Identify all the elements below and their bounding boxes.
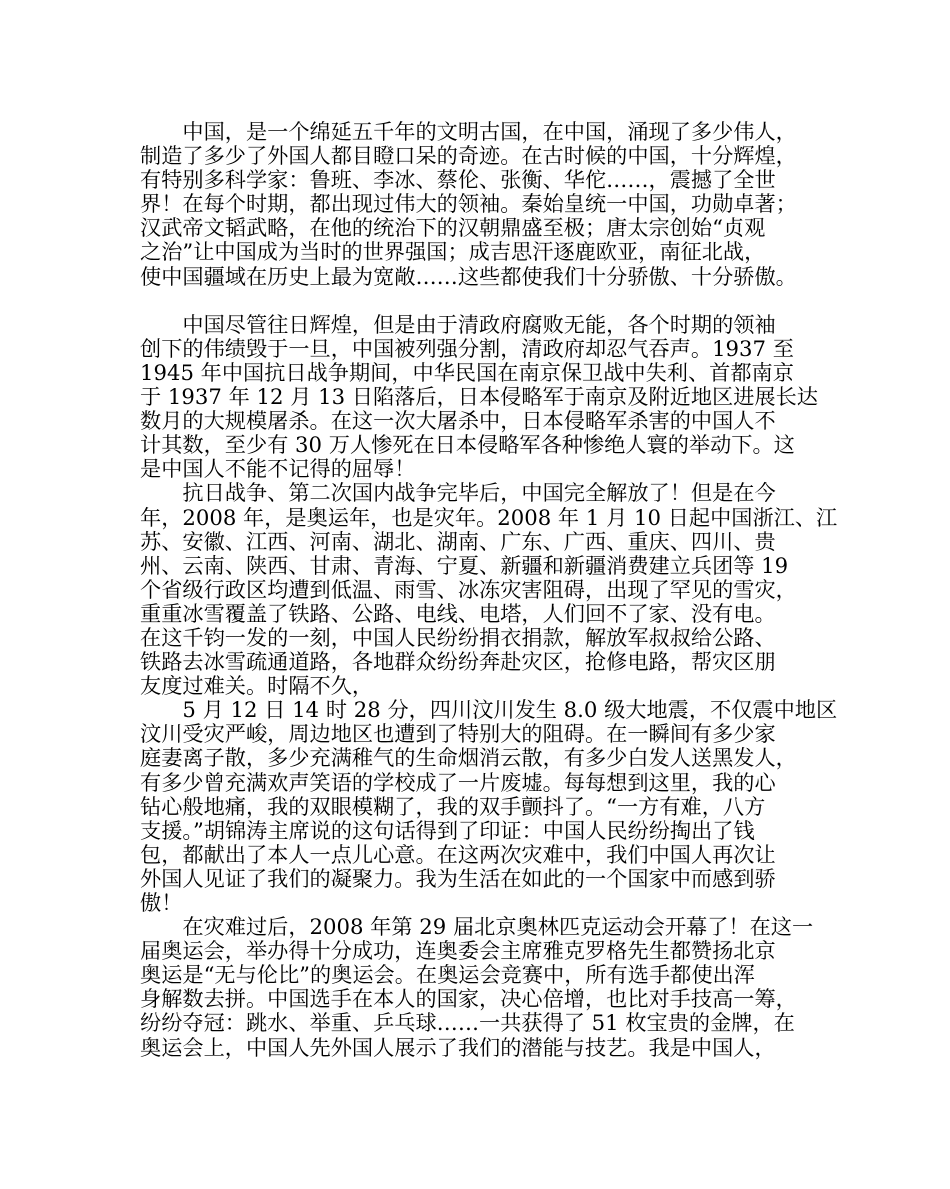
text-line: 奥运会上，中国人先外国人展示了我们的潜能与技艺。我是中国人，: [140, 1034, 776, 1060]
text-line: 中国，是一个绵延五千年的文明古国，在中国，涌现了多少伟人，: [140, 119, 797, 144]
text-line: 在灾难过后，2008 年第 29 届北京奥林匹克运动会开幕了！在这一: [140, 914, 814, 940]
text-line: 使中国疆域在历史上最为宽敞……这些都使我们十分骄傲、十分骄傲。: [140, 263, 797, 289]
text-line: 有多少曾充满欢声笑语的学校成了一片废墟。每每想到这里，我的心: [140, 769, 776, 795]
text-line: 中国尽管往日辉煌，但是由于清政府腐败无能，各个时期的领袖: [140, 311, 776, 337]
text-line: 包，都献出了本人一点儿心意。在这两次灾难中，我们中国人再次让: [140, 841, 776, 867]
text-line: 苏、安徽、江西、河南、湖北、湖南、广东、广西、重庆、四川、贵: [140, 528, 776, 554]
text-line: 奥运是“无与伦比”的奥运会。在奥运会竞赛中，所有选手都使出浑: [140, 962, 755, 988]
text-line: 数月的大规模屠杀。在这一次大屠杀中，日本侵略军杀害的中国人不: [140, 408, 776, 434]
text-line: 在这千钧一发的一刻，中国人民纷纷捐衣捐款，解放军叔叔给公路、: [140, 624, 776, 650]
text-line: 制造了多少了外国人都目瞪口呆的奇迹。在古时候的中国，十分辉煌，: [140, 143, 797, 169]
text-line: 傲！: [140, 890, 183, 915]
text-line: 年，2008 年，是奥运年，也是灾年。2008 年 1 月 10 日起中国浙江、江: [140, 504, 838, 530]
text-line: 身解数去拼。中国选手在本人的国家，决心倍增，也比对手技高一筹，: [140, 986, 797, 1012]
text-line: 汶川受灾严峻，周边地区也遭到了特别大的阻碍。在一瞬间有多少家: [140, 721, 776, 747]
text-line: 界！在每个时期，都出现过伟大的领袖。秦始皇统一中国，功勋卓著；: [140, 191, 797, 217]
text-line: 1945 年中国抗日战争期间，中华民国在南京保卫战中失利、首都南京: [140, 359, 794, 385]
text-line: 钻心般地痛，我的双眼模糊了，我的双手颤抖了。“一方有难，八方: [140, 793, 766, 819]
text-line: 有特别多科学家：鲁班、李冰、蔡伦、张衡、华佗……，震撼了全世: [140, 167, 776, 193]
text-line: 是中国人不能不记得的屈辱！: [140, 456, 416, 482]
text-line: 州、云南、陕西、甘肃、青海、宁夏、新疆和新疆消费建立兵团等 19: [140, 552, 789, 578]
text-line: 计其数，至少有 30 万人惨死在日本侵略军各种惨绝人寰的举动下。这: [140, 432, 795, 458]
text-line: 5 月 12 日 14 时 28 分，四川汶川发生 8.0 级大地震，不仅震中地区: [140, 697, 838, 723]
text-line: 届奥运会，举办得十分成功，连奥委会主席雅克罗格先生都赞扬北京: [140, 938, 776, 964]
text-line: 重重冰雪覆盖了铁路、公路、电线、电塔，人们回不了家、没有电。: [140, 600, 776, 626]
text-line: 纷纷夺冠：跳水、举重、乒乓球……一共获得了 51 枚宝贵的金牌，在: [140, 1010, 795, 1036]
text-line: 支援。”胡锦涛主席说的这句话得到了印证：中国人民纷纷掏出了钱: [140, 817, 755, 843]
text-line: 庭妻离子散，多少充满稚气的生命烟消云散，有多少白发人送黑发人，: [140, 745, 797, 771]
text-line: 友度过难关。时隔不久，: [140, 673, 374, 699]
text-line: 铁路去冰雪疏通道路，各地群众纷纷奔赴灾区，抢修电路，帮灾区朋: [140, 649, 776, 675]
text-line: 外国人见证了我们的凝聚力。我为生活在如此的一个国家中而感到骄: [140, 865, 776, 891]
text-line: 于 1937 年 12 月 13 日陷落后，日本侵略军于南京及附近地区进展长达: [140, 384, 818, 410]
paragraph-gap: [140, 289, 830, 313]
text-line: 抗日战争、第二次国内战争完毕后，中国完全解放了！但是在今: [140, 480, 776, 506]
text-line: 之治”让中国成为当时的世界强国；成吉思汗逐鹿欧亚，南征北战，: [140, 239, 766, 265]
text-line: 个省级行政区均遭到低温、雨雪、冰冻灾害阻碍，出现了罕见的雪灾，: [140, 576, 797, 602]
essay-text: [140, 119, 838, 1060]
text-line: 创下的伟绩毁于一旦，中国被列强分割，清政府却忍气吞声。1937 至: [140, 335, 794, 361]
text-line: 汉武帝文韬武略，在他的统治下的汉朝鼎盛至极；唐太宗创始“贞观: [140, 215, 766, 241]
